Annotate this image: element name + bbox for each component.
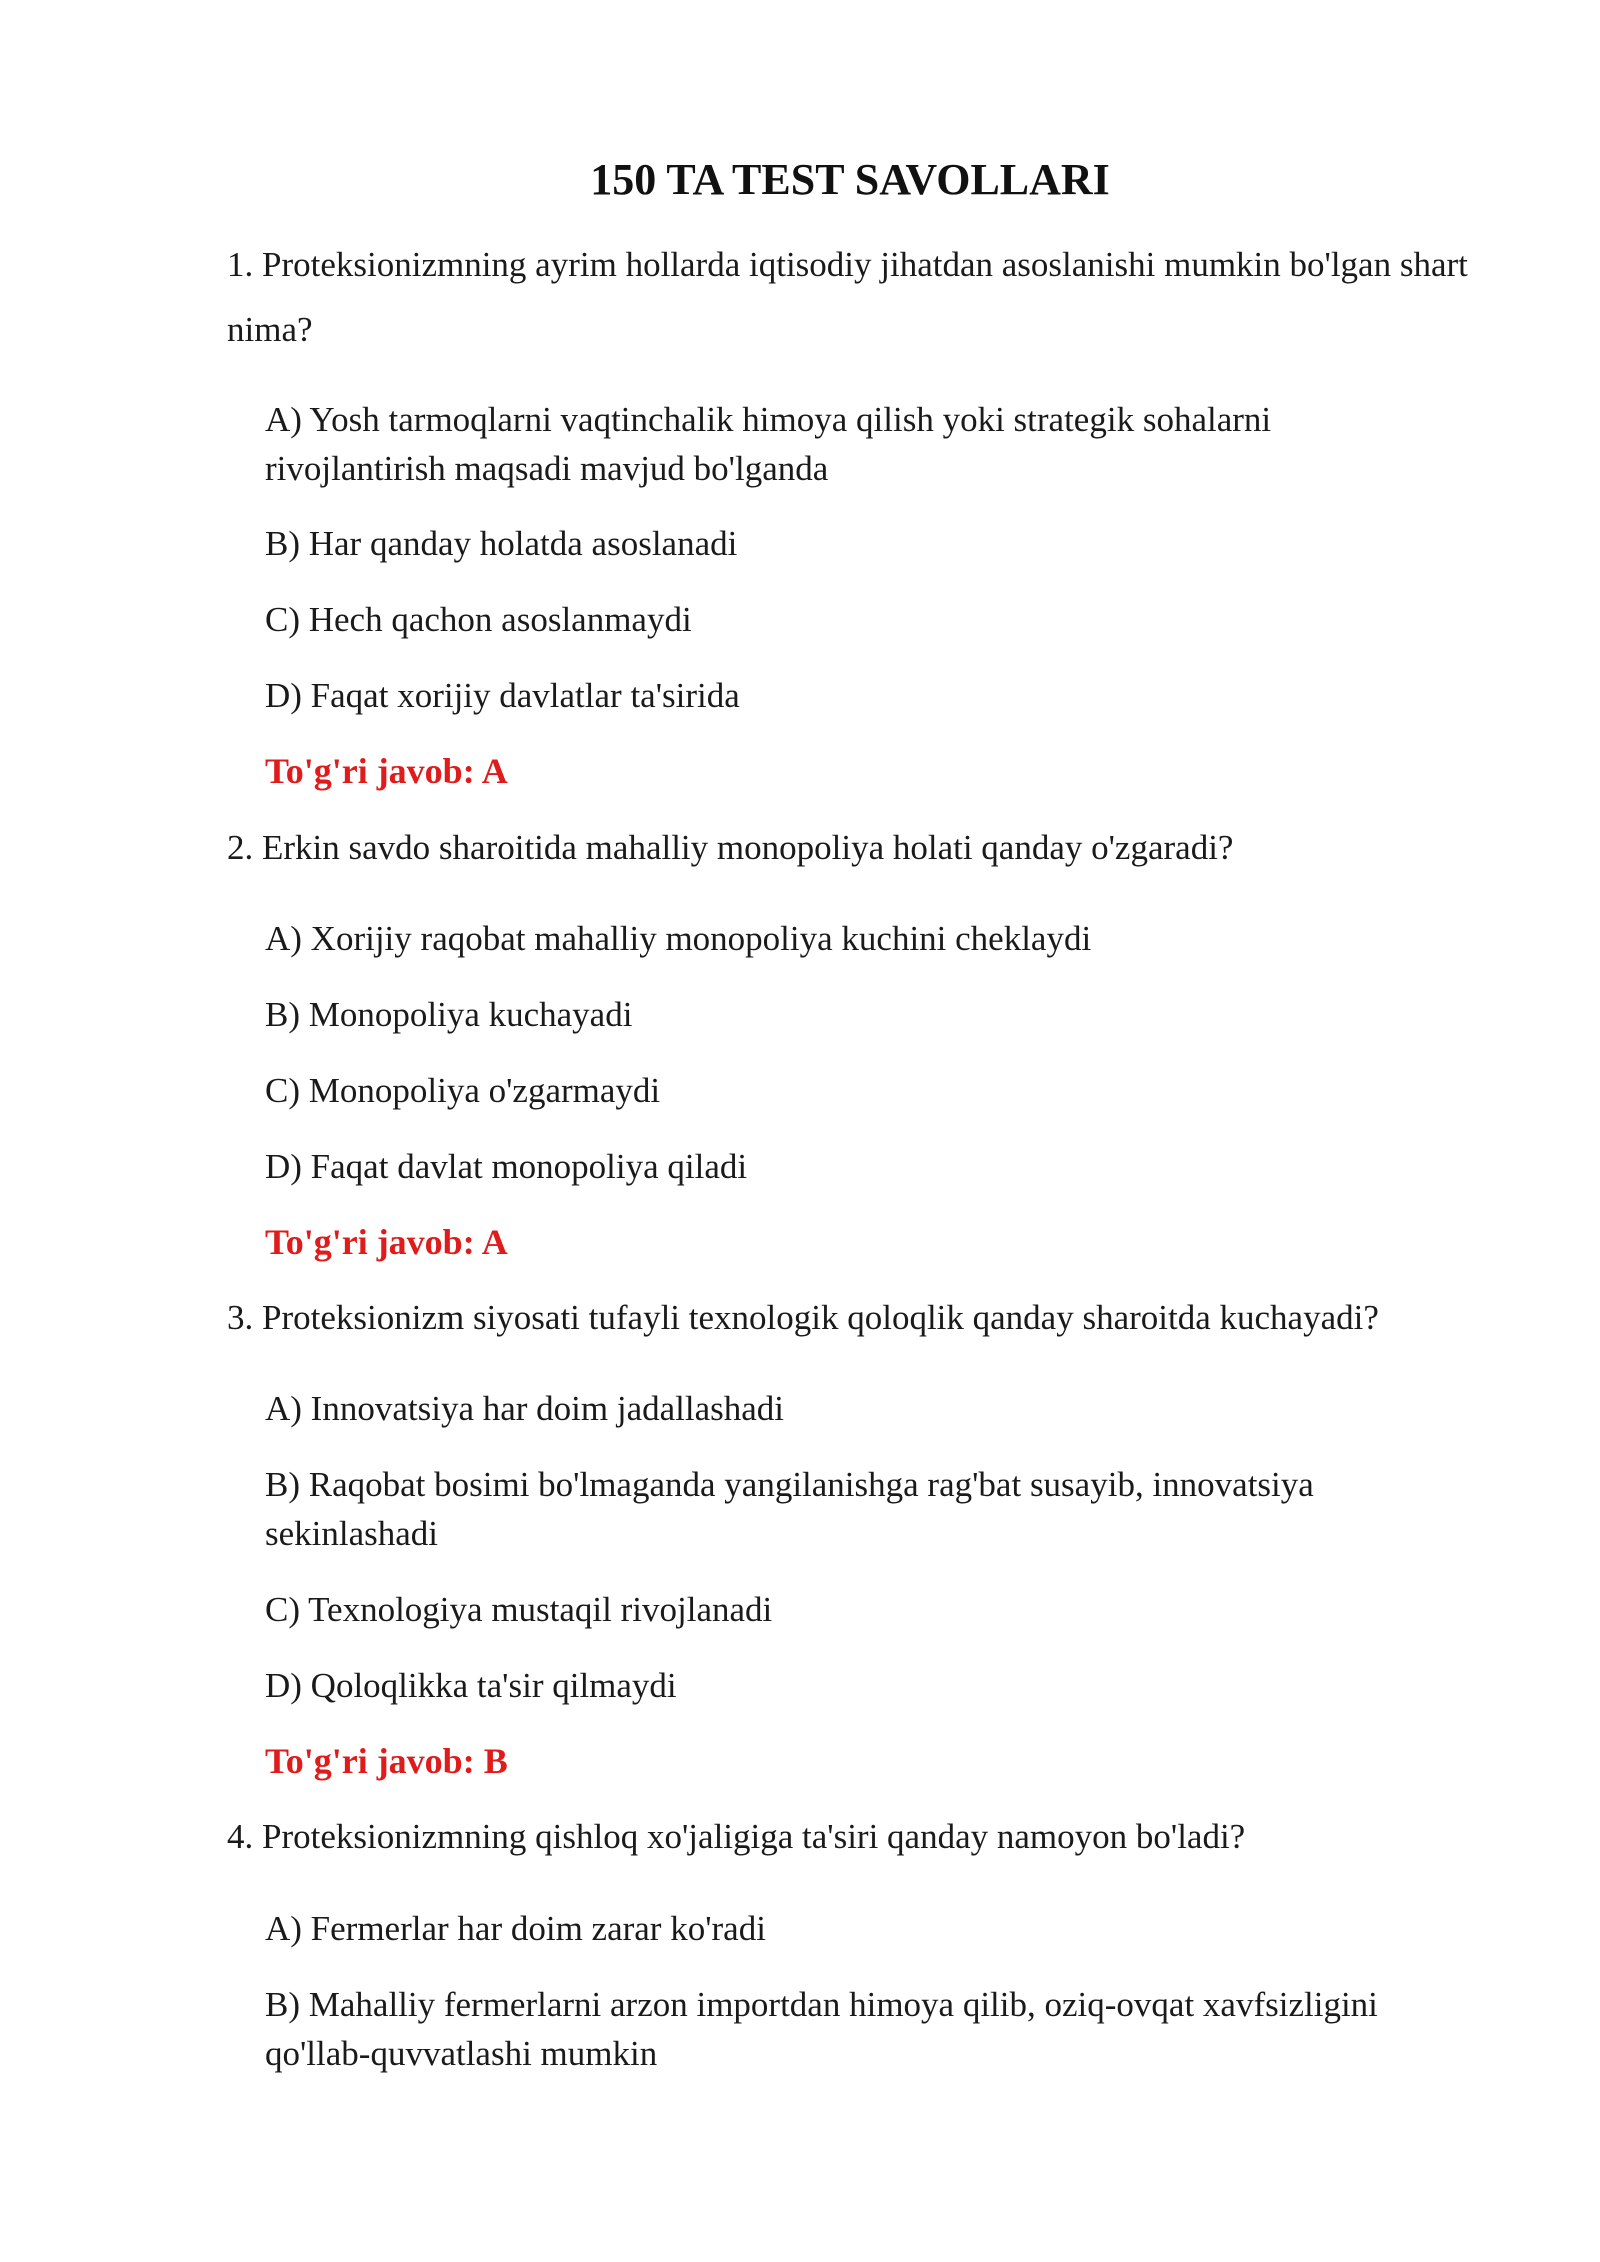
question-3-option-a: A) Innovatsiya har doim jadallashadi (265, 1389, 785, 1428)
question-3-answer: To'g'ri javob: B (265, 1741, 508, 1781)
question-2-option-b: B) Monopoliya kuchayadi (265, 995, 633, 1034)
question-2-text: 2. Erkin savdo sharoitida mahalliy monopoliya holati qanday o'zgaradi? (227, 828, 1234, 867)
question-1-option-d: D) Faqat xorijiy davlatlar ta'sirida (265, 676, 740, 715)
question-3-text: 3. Proteksionizm siyosati tufayli texnologik qoloqlik qanday sharoitda kuchayadi? (227, 1298, 1379, 1337)
question-4-text: 4. Proteksionizmning qishloq xo'jaligiga ta'siri qanday namoyon bo'ladi? (227, 1817, 1246, 1856)
question-1-option-a: A) Yosh tarmoqlarni vaqtinchalik himoya qilish yoki strategik sohalarni rivojlantirish maqsadi mavjud bo'lganda (265, 400, 1272, 488)
question-3-option-b: B) Raqobat bosimi bo'lmaganda yangilanishga rag'bat susayib, innovatsiya sekinlashadi (265, 1465, 1314, 1553)
question-1-answer: To'g'ri javob: A (265, 751, 508, 791)
question-2-option-a: A) Xorijiy raqobat mahalliy monopoliya kuchini cheklaydi (265, 919, 1092, 958)
question-2-answer: To'g'ri javob: A (265, 1222, 508, 1262)
question-3-option-c: C) Texnologiya mustaqil rivojlanadi (265, 1590, 773, 1629)
document-title: 150 TA TEST SAVOLLARI (590, 155, 1110, 204)
question-1-option-b: B) Har qanday holatda asoslanadi (265, 524, 738, 563)
question-4-option-a: A) Fermerlar har doim zarar ko'radi (265, 1909, 766, 1948)
question-3-option-d: D) Qoloqlikka ta'sir qilmaydi (265, 1666, 677, 1705)
question-1-option-c: C) Hech qachon asoslanmaydi (265, 600, 692, 639)
question-1-text: 1. Proteksionizmning ayrim hollarda iqtisodiy jihatdan asoslanishi mumkin bo'lgan shart nima? (227, 245, 1468, 349)
question-4-option-b: B) Mahalliy fermerlarni arzon importdan himoya qilib, oziq-ovqat xavfsizligini qo'llab-quvvatlashi mumkin (265, 1985, 1378, 2073)
question-2-option-d: D) Faqat davlat monopoliya qiladi (265, 1147, 748, 1186)
question-2-option-c: C) Monopoliya o'zgarmaydi (265, 1071, 661, 1110)
